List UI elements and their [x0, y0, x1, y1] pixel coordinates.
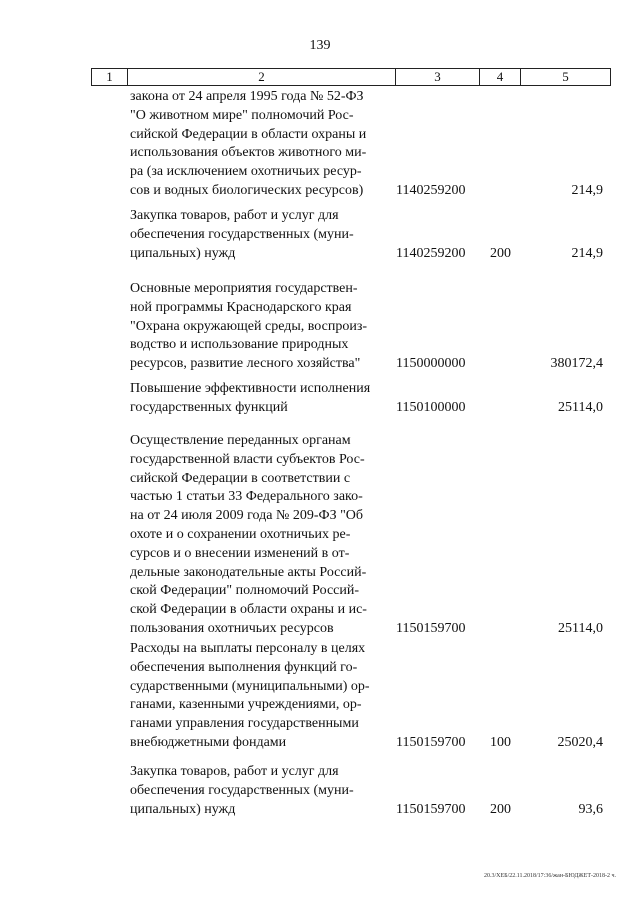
- description-line: на от 24 июля 2009 года № 209-ФЗ "Об: [130, 508, 364, 524]
- row-description: [130, 380, 390, 418]
- description-line: пользования охотничьих ресурсов: [130, 620, 334, 636]
- row-amount: 25114,0: [558, 399, 603, 415]
- column-header-1: 1: [92, 69, 128, 85]
- description-line: использования объектов животного ми-: [130, 145, 367, 161]
- row-amount: 214,9: [571, 245, 603, 261]
- description-line: сурсов и о внесении изменений в от-: [130, 545, 350, 561]
- column-header-2: 2: [128, 69, 396, 85]
- row-amount: 93,6: [578, 801, 603, 817]
- row-description: [130, 640, 390, 753]
- page-number: 139: [309, 38, 331, 53]
- row-amount: 214,9: [571, 183, 603, 198]
- description-line: внебюджетными фондами: [130, 734, 287, 750]
- row-code: 1150159700: [396, 621, 466, 636]
- column-header-3: 3: [396, 69, 480, 85]
- description-line: водство и использование природных: [130, 337, 349, 353]
- row-description: [130, 763, 390, 819]
- description-line: Расходы на выплаты персоналу в целях: [130, 641, 366, 656]
- document-footer-code: 20.3/ХЕБ/22.11.2018/17:36/жан-БЮДЖЕТ-2018-2 ч.: [483, 873, 616, 879]
- row-description: [130, 88, 390, 201]
- row-description: [130, 432, 390, 639]
- description-line: ской Федерации в области охраны и ис-: [130, 602, 367, 618]
- description-line: обеспечения выполнения функций го-: [130, 659, 358, 675]
- description-line: ра (за исключением охотничьих ресур-: [130, 164, 362, 180]
- description-line: сийской Федерации в области охраны и: [130, 126, 367, 142]
- description-line: ной программы Краснодарского края: [130, 299, 352, 315]
- description-line: государственной власти субъектов Рос-: [130, 451, 365, 467]
- row-expense-type: 200: [490, 245, 511, 261]
- description-line: обеспечения государственных (муни-: [130, 782, 354, 798]
- column-header-4: 4: [480, 69, 521, 85]
- description-line: сударственными (муниципальными) ор-: [130, 678, 370, 694]
- row-description: [130, 207, 390, 263]
- row-amount: 25020,4: [557, 735, 603, 750]
- row-description: [130, 280, 390, 374]
- description-line: Закупка товаров, работ и услуг для: [130, 208, 339, 223]
- column-header-5: 5: [562, 69, 569, 84]
- row-expense-type: 100: [490, 735, 511, 750]
- row-code: 1140259200: [396, 245, 466, 261]
- description-line: Повышение эффективности исполнения: [130, 381, 371, 396]
- description-line: ресурсов, развитие лесного хозяйства": [130, 356, 361, 372]
- row-amount: 380172,4: [550, 356, 603, 372]
- row-expense-type: 200: [490, 801, 511, 817]
- row-code: 1140259200: [396, 183, 466, 198]
- column-header-row: [91, 68, 611, 86]
- description-line: Осуществление переданных органам: [130, 433, 351, 448]
- row-code: 1150159700: [396, 735, 466, 750]
- description-line: сов и водных биологических ресурсов): [130, 182, 364, 198]
- description-line: сийской Федерации в соответствии с: [130, 470, 351, 486]
- description-line: "Охрана окружающей среды, воспроиз-: [130, 318, 368, 334]
- row-code: 1150000000: [396, 356, 466, 372]
- description-line: охоте и о сохранении охотничьих ре-: [130, 526, 351, 542]
- row-code: 1150100000: [396, 399, 466, 415]
- description-line: ципальных) нужд: [130, 801, 236, 817]
- description-line: закона от 24 апреля 1995 года № 52-ФЗ: [130, 89, 364, 104]
- row-code: 1150159700: [396, 801, 466, 817]
- row-amount: 25114,0: [558, 621, 603, 636]
- description-line: государственных функций: [130, 399, 288, 415]
- description-line: Закупка товаров, работ и услуг для: [130, 764, 339, 779]
- description-line: ганами управления государственными: [130, 716, 359, 732]
- description-line: ской Федерации" полномочий Россий-: [130, 583, 360, 599]
- description-line: частью 1 статьи 33 Федерального зако-: [130, 489, 363, 505]
- description-line: дельные законодательные акты Россий-: [130, 564, 367, 580]
- description-line: "О животном мире" полномочий Рос-: [130, 107, 354, 123]
- description-line: Основные мероприятия государствен-: [130, 281, 358, 296]
- description-line: ганами, казенными учреждениями, ор-: [130, 697, 362, 713]
- description-line: ципальных) нужд: [130, 245, 236, 261]
- description-line: обеспечения государственных (муни-: [130, 226, 354, 242]
